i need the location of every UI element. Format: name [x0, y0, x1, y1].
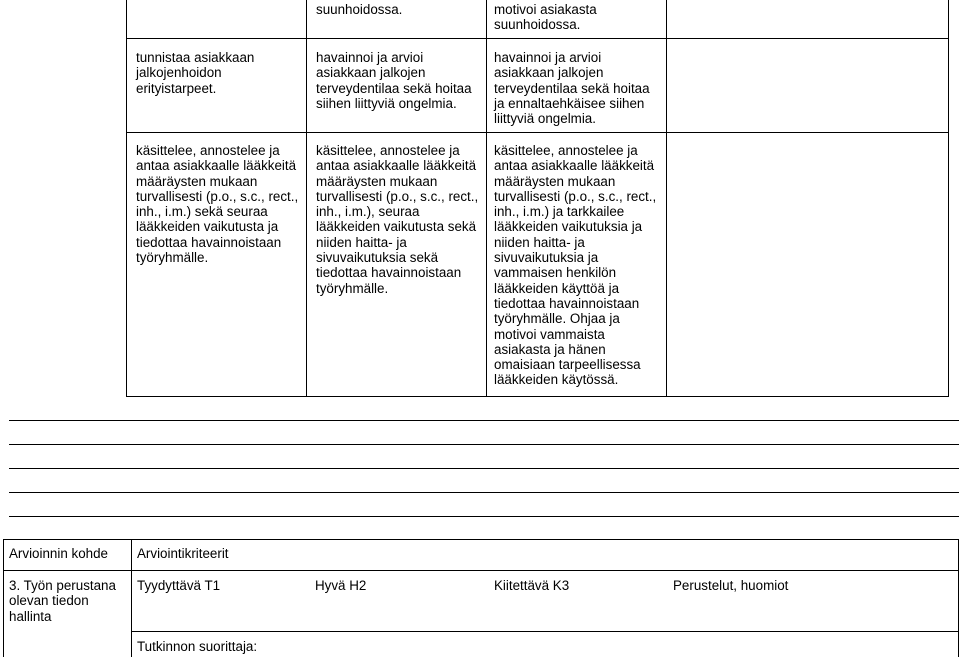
table-divider-2: [486, 0, 487, 397]
criterion-h2: Hyvä H2: [315, 578, 367, 593]
assessment-row-line: [131, 631, 958, 632]
writing-line-4: [9, 492, 959, 493]
cell-r1-c3: havainnoi ja arvioi asiakkaan jalkojen terveydentilaa sekä hoitaa ja ennaltaehkäisee siihen liittyviä ongelmia.: [494, 50, 650, 127]
cell-r2-c2: käsittelee, annostelee ja antaa asiakkaalle lääkkeitä määräysten mukaan turvallisesti (p.o., s.c., rect., inh., i.m.), seuraa lääkkeiden vaikutusta sekä niiden haitta- ja sivuvaikutuksia sekä tiedottaa havainnoistaan työryhmälle.: [316, 143, 479, 296]
table-row-line-2: [126, 132, 949, 133]
writing-line-5: [9, 516, 959, 517]
table-row-line-1: [126, 38, 949, 39]
assessment-divider: [131, 539, 132, 657]
table-divider-3: [666, 0, 667, 397]
assessment-table-top: [3, 539, 958, 540]
cell-r1-c1: tunnistaa asiakkaan jalkojenhoidon erityistarpeet.: [136, 50, 255, 96]
header-arvioinnin-kohde: Arvioinnin kohde: [9, 546, 109, 561]
assessment-border-left: [3, 539, 4, 657]
cell-r2-c3: käsittelee, annostelee ja antaa asiakkaalle lääkkeitä määräysten mukaan turvallisesti (p.o., s.c., rect., inh., i.m.) ja tarkkailee lääkkeiden vaikutuksia ja niiden haitta- ja sivuvaikutuksia ja vammaisen henkilön lääkkeiden käyttöä ja tiedottaa havainnoistaan työryhmälle. Ohjaa ja motivoi vammaista asiakasta ja hänen omaisiaan tarpeellisessa lääkkeiden käytössä.: [494, 143, 657, 388]
row-label-tiedon-hallinta: 3. Työn perustana olevan tiedon hallinta: [9, 578, 116, 624]
cell-r0-c2: suunhoidossa.: [316, 2, 403, 17]
criterion-t1: Tyydyttävä T1: [137, 578, 221, 593]
writing-line-3: [9, 468, 959, 469]
table-border-right: [948, 0, 949, 397]
writing-line-1: [9, 420, 959, 421]
suorittaja-label: Tutkinnon suorittaja:: [137, 639, 258, 654]
table-row-line-3: [126, 396, 949, 397]
criterion-perustelut: Perustelut, huomiot: [673, 578, 789, 593]
criterion-k3: Kiitettävä K3: [494, 578, 570, 593]
table-border-left: [126, 0, 127, 397]
assessment-header-line: [3, 570, 958, 571]
assessment-border-right: [958, 539, 959, 657]
header-arviointikriteerit: Arviointikriteerit: [137, 546, 229, 561]
cell-r2-c1: käsittelee, annostelee ja antaa asiakkaalle lääkkeitä määräysten mukaan turvallisesti (p.o., s.c., rect., inh., i.m.) sekä seuraa lääkkeiden vaikutusta ja tiedottaa havainnoistaan työryhmälle.: [136, 143, 299, 266]
table-divider-1: [306, 0, 307, 397]
cell-r1-c2: havainnoi ja arvioi asiakkaan jalkojen terveydentilaa sekä hoitaa siihen liittyviä ongelmia.: [316, 50, 472, 111]
cell-r0-c3: motivoi asiakasta suunhoidossa.: [494, 2, 597, 33]
writing-line-2: [9, 444, 959, 445]
